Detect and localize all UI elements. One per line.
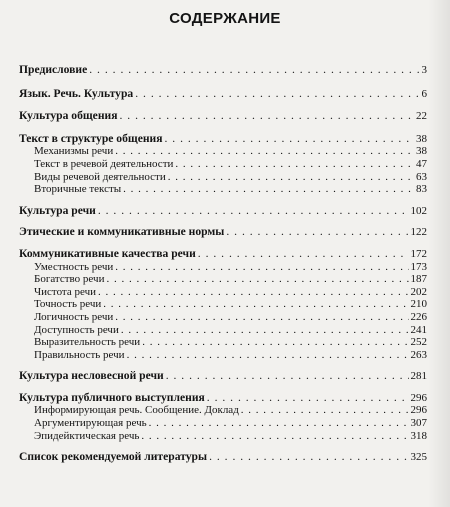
dot-leader (142, 336, 408, 349)
toc-entry-label: Виды речевой деятельности (34, 170, 166, 183)
toc-entry-label: Культура несловесной речи (19, 369, 164, 383)
toc-entry-label: Правильность речи (34, 348, 125, 361)
toc-entry[interactable] (19, 64, 427, 77)
toc-entry-label: Культура речи (19, 203, 96, 217)
toc-entry-page: 307 (410, 417, 427, 430)
toc-entry-page: 252 (410, 336, 427, 349)
toc-entry-label: Предисловие (19, 63, 88, 76)
toc-entry[interactable] (19, 205, 427, 218)
toc-entry-label: Механизмы речи (34, 145, 114, 158)
toc-entry[interactable] (19, 451, 427, 464)
toc-entry-page: 102 (410, 204, 427, 217)
toc-entry-label: Богатство речи (34, 273, 105, 286)
toc-entry-label: Текст в речевой деятельности (34, 157, 174, 170)
dot-leader (98, 286, 408, 299)
toc-entry-label: Доступность речи (34, 323, 119, 336)
toc-entry-label: Уместность речи (34, 260, 114, 273)
toc-entry-page: 6 (421, 87, 427, 100)
dot-leader (119, 110, 414, 123)
toc-entry-page: 318 (410, 429, 427, 442)
toc-entry[interactable] (19, 226, 427, 239)
dot-leader (241, 404, 409, 417)
toc-entry-label: Культура публичного выступления (19, 390, 205, 404)
toc-entry-page: 226 (410, 310, 427, 323)
toc-subentry[interactable] (19, 286, 427, 299)
toc-entry-label: Эпидейктическая речь (34, 429, 140, 442)
toc-entry[interactable] (19, 392, 427, 405)
dot-leader (115, 145, 414, 158)
toc-subentry[interactable] (19, 171, 427, 184)
dot-leader (141, 430, 408, 443)
toc-entry-label: Язык. Речь. Культура (19, 86, 134, 100)
toc-entry-page: 296 (410, 391, 427, 404)
toc-subentry[interactable] (19, 145, 427, 158)
page-title: СОДЕРЖАНИЕ (169, 10, 281, 27)
dot-leader (89, 64, 419, 77)
toc-entry-page: 3 (421, 64, 427, 76)
dot-leader (115, 261, 408, 274)
toc-subentry[interactable] (19, 417, 427, 430)
toc-entry-page: 187 (410, 273, 427, 286)
toc-entry-page: 263 (410, 348, 427, 361)
toc-entry-label: Информирующая речь. Сообщение. Доклад (34, 404, 239, 417)
toc-entry-page: 296 (410, 404, 427, 417)
toc-subentry[interactable] (19, 349, 427, 362)
toc-entry-label: Логичность речи (34, 310, 114, 323)
toc-entry[interactable] (19, 88, 427, 101)
toc-subentry[interactable] (19, 324, 427, 337)
toc-entry-page: 202 (410, 285, 427, 298)
dot-leader (127, 349, 409, 362)
toc-subentry[interactable] (19, 311, 427, 324)
toc-entry-label: Аргументирующая речь (34, 417, 147, 430)
toc-entry-page: 38 (416, 145, 427, 158)
toc-entry-page: 47 (416, 157, 427, 170)
toc-subentry[interactable] (19, 404, 427, 417)
toc-subentry[interactable] (19, 273, 427, 286)
toc-entry-page: 22 (416, 110, 427, 123)
toc-entry-label: Точность речи (34, 298, 102, 311)
toc-subentry[interactable] (19, 430, 427, 443)
toc-entry-label: Культура общения (19, 109, 118, 123)
toc-entry-page: 210 (410, 298, 427, 311)
toc-entry[interactable] (19, 248, 427, 261)
dot-leader (149, 417, 409, 430)
dot-leader (106, 273, 408, 286)
toc-entry-page: 122 (410, 226, 427, 239)
toc-entry-page: 83 (416, 183, 427, 196)
dot-leader (175, 158, 414, 171)
dot-leader (115, 311, 408, 324)
toc-entry-page: 281 (410, 370, 427, 383)
toc-entry[interactable] (19, 370, 427, 383)
toc-subentry[interactable] (19, 298, 427, 311)
dot-leader (121, 324, 409, 337)
toc-entry-label: Список рекомендуемой литературы (19, 450, 208, 464)
page-edge-shadow (428, 0, 450, 507)
toc-entry-page: 38 (416, 132, 427, 145)
table-of-contents (19, 60, 427, 464)
toc-entry-label: Текст в структуре общения (19, 131, 163, 145)
toc-entry-label: Этические и коммуникативные нормы (19, 225, 225, 239)
dot-leader (135, 88, 419, 101)
dot-leader (209, 451, 408, 464)
toc-subentry[interactable] (19, 336, 427, 349)
toc-subentry[interactable] (19, 261, 427, 274)
dot-leader (226, 226, 408, 239)
dot-leader (168, 171, 414, 184)
toc-entry-label: Выразительность речи (34, 336, 141, 349)
toc-subentry[interactable] (19, 158, 427, 171)
dot-leader (166, 370, 409, 383)
toc-entry-page: 172 (410, 247, 427, 260)
toc-entry[interactable] (19, 133, 427, 146)
toc-subentry[interactable] (19, 183, 427, 196)
dot-leader (198, 248, 409, 261)
dot-leader (103, 298, 408, 311)
toc-entry-page: 241 (410, 323, 427, 336)
toc-entry-page: 325 (410, 451, 427, 464)
toc-entry-page: 173 (410, 260, 427, 273)
dot-leader (123, 183, 414, 196)
dot-leader (98, 205, 409, 218)
dot-leader (207, 392, 409, 405)
dot-leader (164, 133, 414, 146)
toc-entry-label: Коммуникативные качества речи (19, 246, 196, 260)
toc-entry-page: 63 (416, 170, 427, 183)
toc-entry-label: Вторичные тексты (34, 183, 122, 196)
toc-entry[interactable] (19, 110, 427, 123)
toc-entry-label: Чистота речи (34, 285, 97, 298)
